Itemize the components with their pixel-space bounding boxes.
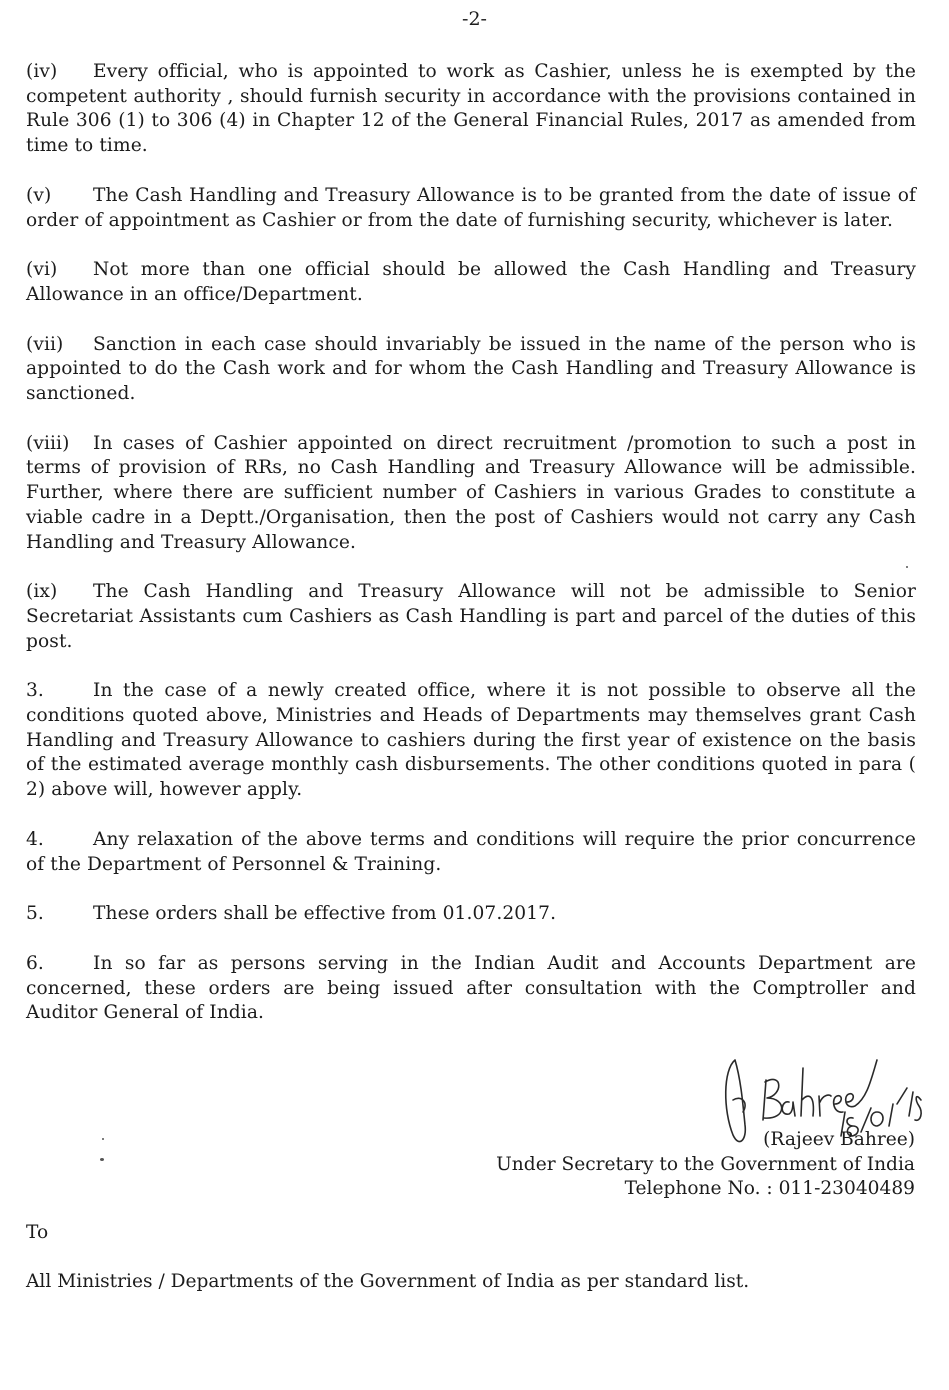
signatory-designation: Under Secretary to the Government of India bbox=[496, 1153, 915, 1175]
paragraph-number: 3. bbox=[26, 680, 44, 702]
paragraph-number: (v) bbox=[26, 184, 52, 206]
paragraph-number: (viii) bbox=[26, 432, 70, 454]
paragraph-ix bbox=[26, 580, 916, 654]
paragraph-4 bbox=[26, 828, 916, 877]
scan-speck bbox=[906, 566, 908, 568]
paragraph-text: Any relaxation of the above terms and conditions will require the prior concurrence of the Department of Personnel & Training. bbox=[26, 828, 916, 875]
page-number: -2- bbox=[462, 8, 487, 30]
paragraph-text: In cases of Cashier appointed on direct recruitment /promotion to such a post in terms of provision of RRs, no Cash Handling and Treasury Allowance will be admissible. Further, where there are sufficient number of Cashiers in various Grades to constitute a viable cadre in a Deptt./Organisation, then the post of Cashiers would not carry any Cash Handling and Treasury Allowance. bbox=[26, 432, 916, 553]
scan-speck bbox=[100, 1158, 104, 1161]
paragraph-number: (ix) bbox=[26, 581, 58, 603]
scan-speck bbox=[102, 1138, 104, 1140]
paragraph-text: Sanction in each case should invariably be issued in the name of the person who is appointed to do the Cash work and for whom the Cash Handling and Treasury Allowance is sanctioned. bbox=[26, 333, 916, 405]
paragraph-text: In so far as persons serving in the Indian Audit and Accounts Department are concerned, these orders are being issued after consultation with the Comptroller and Auditor General of India. bbox=[26, 952, 916, 1024]
paragraph-5 bbox=[26, 902, 916, 927]
paragraph-text: Not more than one official should be allowed the Cash Handling and Treasury Allowance in an office/Department. bbox=[26, 259, 916, 305]
paragraph-number: 4. bbox=[26, 828, 44, 850]
signatory-name: (Rajeev Bahree) bbox=[763, 1129, 915, 1150]
paragraph-v bbox=[26, 184, 916, 233]
paragraph-number: 6. bbox=[26, 952, 44, 974]
paragraph-text: The Cash Handling and Treasury Allowance is to be granted from the date of issue of order of appointment as Cashier or from the date of furnishing security, whichever is later. bbox=[26, 184, 916, 231]
paragraph-iv bbox=[26, 60, 916, 159]
signature-block bbox=[496, 1128, 915, 1202]
document-body bbox=[26, 60, 916, 1051]
paragraph-vi bbox=[26, 258, 916, 307]
paragraph-viii bbox=[26, 432, 916, 556]
paragraph-6 bbox=[26, 952, 916, 1026]
paragraph-text: These orders shall be effective from 01.07.2017. bbox=[93, 903, 557, 925]
signatory-telephone: Telephone No. : 011-23040489 bbox=[624, 1178, 915, 1200]
paragraph-number: 5. bbox=[26, 903, 44, 925]
addressee-text: All Ministries / Departments of the Government of India as per standard list. bbox=[26, 1271, 750, 1292]
paragraph-number: (iv) bbox=[26, 61, 58, 82]
paragraph-text: In the case of a newly created office, where it is not possible to observe all the conditions quoted above, Ministries and Heads of Departments may themselves grant Cash Handling and Treasury Allowance to cashiers during the first year of existence on the basis of the estimated average monthly cash disbursements. The other conditions quoted in para ( 2) above will, however apply. bbox=[26, 680, 916, 801]
paragraph-text: Every official, who is appointed to work as Cashier, unless he is exempted by the competent authority , should furnish security in accordance with the provisions contained in Rule 306 (1) to 306 (4) in Chapter 12 of the General Financial Rules, 2017 as amended from time to time. bbox=[26, 61, 916, 157]
addressee-label: To bbox=[26, 1222, 49, 1243]
paragraph-vii bbox=[26, 333, 916, 407]
paragraph-number: (vii) bbox=[26, 333, 64, 355]
paragraph-3 bbox=[26, 679, 916, 803]
paragraph-number: (vi) bbox=[26, 259, 58, 281]
paragraph-text: The Cash Handling and Treasury Allowance will not be admissible to Senior Secretariat Assistants cum Cashiers as Cash Handling is part and parcel of the duties of this post. bbox=[26, 581, 916, 652]
